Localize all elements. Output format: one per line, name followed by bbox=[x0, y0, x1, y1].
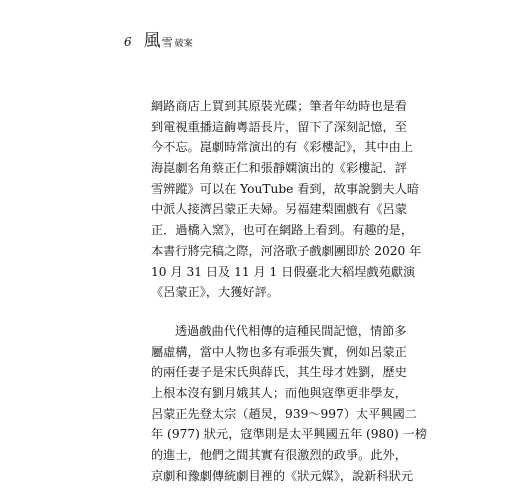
text-line: 上根本沒有劉月娥其人；而他與寇準更非學友， bbox=[151, 385, 407, 400]
paragraph-2 bbox=[151, 321, 428, 487]
running-title-main: 風 bbox=[143, 31, 161, 51]
paragraph-1 bbox=[151, 96, 422, 303]
running-header bbox=[124, 26, 193, 51]
text-line: 到電視重播這齣粵語長片，留下了深刻記憶，至 bbox=[151, 119, 407, 134]
text-line: 中派人接濟呂蒙正夫婦。另福建梨園戲有《呂蒙 bbox=[151, 202, 407, 217]
text-line: 《呂蒙正》，大獲好評。 bbox=[151, 285, 279, 300]
text-line: 海崑劇名角蔡正仁和張靜嫻演出的《彩樓記．評 bbox=[151, 161, 407, 176]
text-line: 正．過橋入窯》，也可在網路上看到。有趣的是， bbox=[151, 223, 414, 238]
text-line: 京劇和豫劇傳統劇目裡的《狀元媒》，說新科狀元 bbox=[151, 468, 414, 483]
text-line: 的兩任妻子是宋氏與薛氏，其生母才姓劉，歷史 bbox=[151, 365, 407, 380]
text-line: 透過戲曲代代相傳的這種民間記憶，情節多 bbox=[175, 323, 407, 338]
text-line: 的進士，他們之間其實有很激烈的政爭。此外， bbox=[151, 448, 407, 462]
text-line: 雪辨蹤》可以在 YouTube 看到，故事說劉夫人暗 bbox=[151, 181, 420, 196]
running-title-sub: 破案 bbox=[174, 39, 193, 49]
text-line: 10 月 31 日及 11 月 1 日假臺北大稻埕戲苑獻演 bbox=[151, 264, 416, 279]
page-number: 6 bbox=[124, 35, 132, 49]
text-line: 呂蒙正先登太宗（趙炅，939～997）太平興國二 bbox=[151, 406, 417, 421]
running-title-small: 雪 bbox=[161, 36, 173, 49]
text-line: 年 (977) 狀元，寇準則是太平興國五年 (980) 一榜 bbox=[151, 427, 428, 442]
text-line: 今不忘。崑劇時常演出的有《彩樓記》，其中由上 bbox=[151, 140, 414, 155]
text-line: 網路商店上買到其原裝光碟；筆者年幼時也是看 bbox=[151, 99, 407, 113]
text-line: 屬虛構，當中人物也多有乖張失實，例如呂蒙正 bbox=[151, 344, 407, 359]
text-line: 本書行將完稿之際，河洛歌子戲劇團即於 2020 年 bbox=[151, 243, 422, 258]
paragraph-gap bbox=[151, 303, 383, 321]
body-text bbox=[151, 96, 428, 486]
